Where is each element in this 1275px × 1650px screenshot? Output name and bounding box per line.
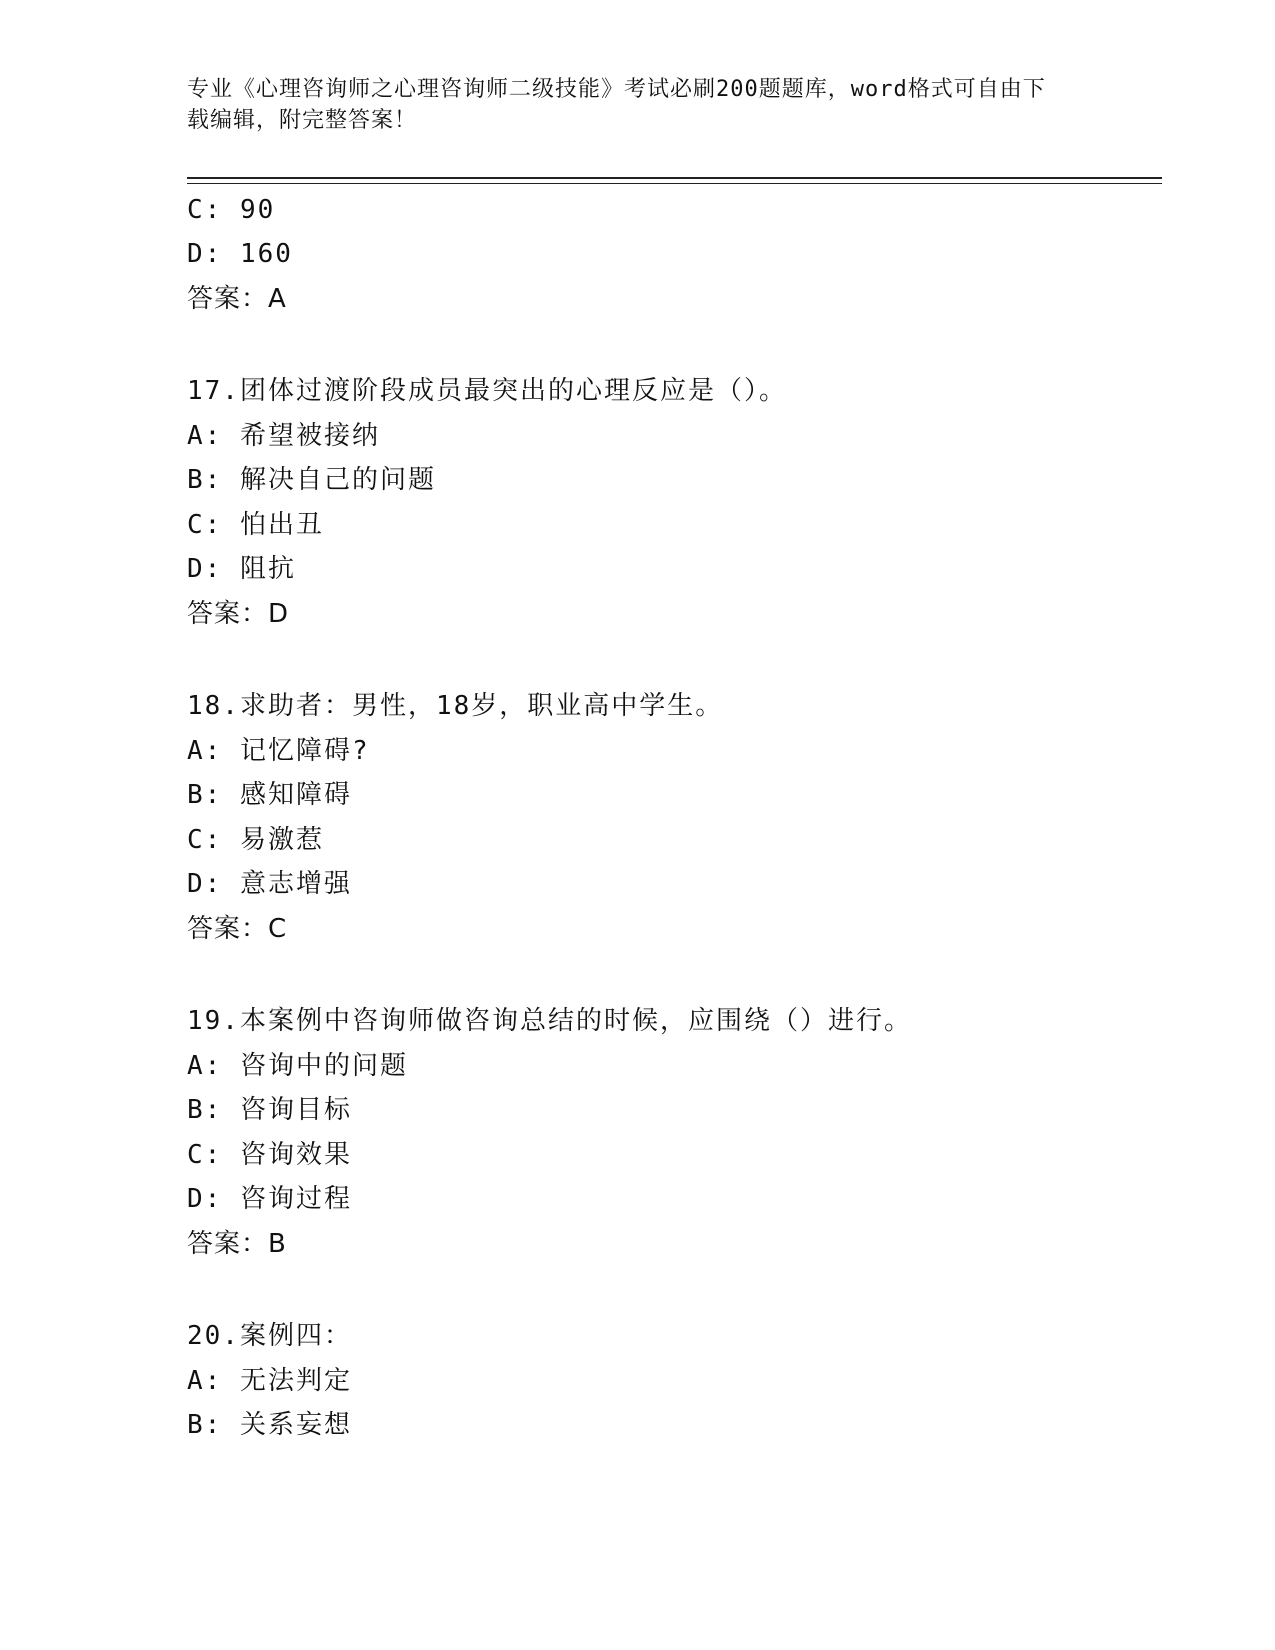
question-20-title: 20.案例四：	[187, 1321, 352, 1351]
question-19-title: 19.本案例中咨询师做咨询总结的时候，应围绕（）进行。	[187, 1006, 912, 1036]
option-c: C: 90	[187, 195, 276, 225]
question-20-option-a: A: 无法判定	[187, 1366, 352, 1396]
question-19-answer: 答案：B	[187, 1229, 287, 1259]
question-18-option-b: B: 感知障碍	[187, 780, 352, 810]
question-17-option-d: D: 阻抗	[187, 554, 296, 584]
question-17-option-a: A: 希望被接纳	[187, 421, 380, 451]
option-d: D: 160	[187, 239, 293, 269]
document-header: 专业《心理咨询师之心理咨询师二级技能》考试必刷200题题库，word格式可自由下载编辑，附完整答案！	[187, 77, 1046, 133]
question-18-title: 18.求助者：男性，18岁，职业高中学生。	[187, 691, 724, 721]
question-19-option-b: B: 咨询目标	[187, 1095, 352, 1125]
question-19-option-d: D: 咨询过程	[187, 1184, 352, 1214]
header-rule-thin	[187, 183, 1162, 184]
answer-line: 答案：A	[187, 284, 287, 314]
question-20-option-b: B: 关系妄想	[187, 1410, 352, 1440]
question-19-option-a: A: 咨询中的问题	[187, 1051, 408, 1081]
question-18-answer: 答案：C	[187, 914, 288, 944]
question-18-option-c: C: 易激惹	[187, 825, 324, 855]
question-18-option-a: A: 记忆障碍?	[187, 736, 370, 766]
header-rule-thick	[187, 177, 1162, 179]
question-19-option-c: C: 咨询效果	[187, 1140, 352, 1170]
question-17-answer: 答案：D	[187, 599, 290, 629]
question-17-option-c: C: 怕出丑	[187, 510, 324, 540]
question-17-title: 17.团体过渡阶段成员最突出的心理反应是（）。	[187, 376, 787, 406]
question-18-option-d: D: 意志增强	[187, 869, 352, 899]
question-17-option-b: B: 解决自己的问题	[187, 465, 436, 495]
